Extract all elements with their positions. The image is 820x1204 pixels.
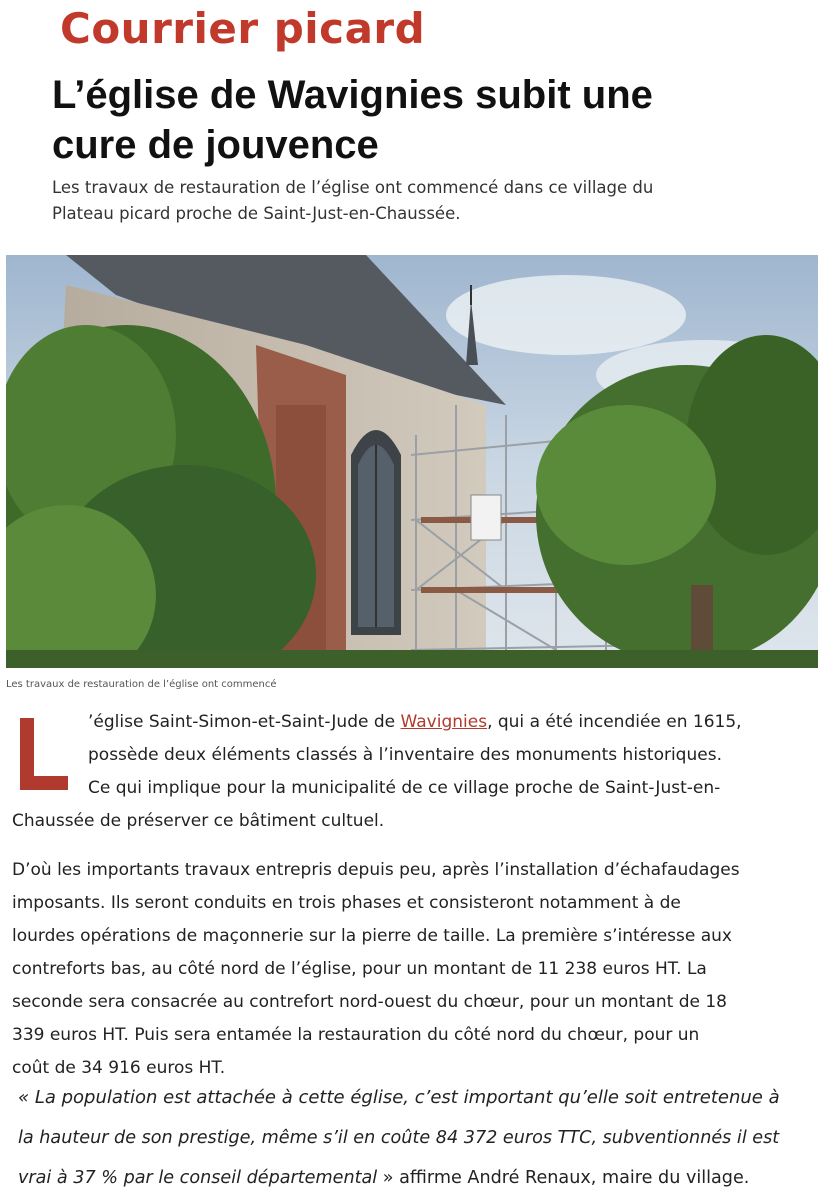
- drop-cap-letter-l: [14, 718, 74, 790]
- paragraph-2-line-5: seconde sera consacrée au contrefort nord-ouest du chœur, pour un montant de 18: [12, 992, 727, 1012]
- standfirst-line-2: Plateau picard proche de Saint-Just-en-Chaussée.: [52, 204, 461, 223]
- headline-line-2: cure de jouvence: [52, 123, 379, 167]
- photo-caption: Les travaux de restauration de l’église ont commencé: [6, 679, 277, 690]
- paragraph-1-line-3: Ce qui implique pour la municipalité de ce village proche de Saint-Just-en-: [88, 778, 721, 798]
- quote-attribution: » affirme André Renaux, maire du village.: [377, 1168, 750, 1188]
- paragraph-2-line-2: imposants. Ils seront conduits en trois phases et consisteront notamment à de: [12, 893, 681, 913]
- quote-text-1: « La population est attachée à cette église, c’est important qu’elle soit entretenue à: [18, 1087, 780, 1108]
- paragraph-1-text-start: ’église Saint-Simon-et-Saint-Jude de: [88, 712, 401, 732]
- paragraph-1-line-1: [88, 706, 742, 739]
- paragraph-2-line-1: D’où les importants travaux entrepris depuis peu, après l’installation d’échafaudages: [12, 860, 740, 880]
- paragraph-1-text-end: , qui a été incendiée en 1615,: [487, 712, 742, 732]
- quote-line-2: [18, 1118, 818, 1158]
- article-photo[interactable]: [6, 255, 818, 668]
- brand-logo[interactable]: Courrier picard: [60, 4, 426, 53]
- quote-line-3: [18, 1158, 818, 1198]
- article-headline: [52, 70, 792, 170]
- paragraph-1-line-2: possède deux éléments classés à l’inventaire des monuments historiques.: [88, 745, 722, 765]
- paragraph-2-line-6: 339 euros HT. Puis sera entamée la restauration du côté nord du chœur, pour un: [12, 1025, 700, 1045]
- wavignies-link[interactable]: Wavignies: [400, 712, 488, 732]
- paragraph-2-line-4: contreforts bas, au côté nord de l’église, pour un montant de 11 238 euros HT. La: [12, 959, 707, 979]
- paragraph-2-line-7: coût de 34 916 euros HT.: [12, 1058, 226, 1078]
- quote-text-3: vrai à 37 % par le conseil départemental: [18, 1168, 378, 1188]
- paragraph-2-line-3: lourdes opérations de maçonnerie sur la pierre de taille. La première s’intéresse aux: [12, 926, 732, 946]
- article-standfirst: [52, 175, 792, 227]
- quote-text-2: la hauteur de son prestige, même s’il en coûte 84 372 euros TTC, subventionnés il est: [18, 1128, 780, 1148]
- church-photo-illustration: [6, 255, 818, 668]
- standfirst-line-1: Les travaux de restauration de l’église ont commencé dans ce village du: [52, 178, 654, 197]
- paragraph-1-line-4: Chaussée de préserver ce bâtiment cultuel.: [12, 811, 385, 831]
- headline-line-1: L’église de Wavignies subit une: [52, 73, 653, 117]
- quote-line-1: [18, 1078, 818, 1118]
